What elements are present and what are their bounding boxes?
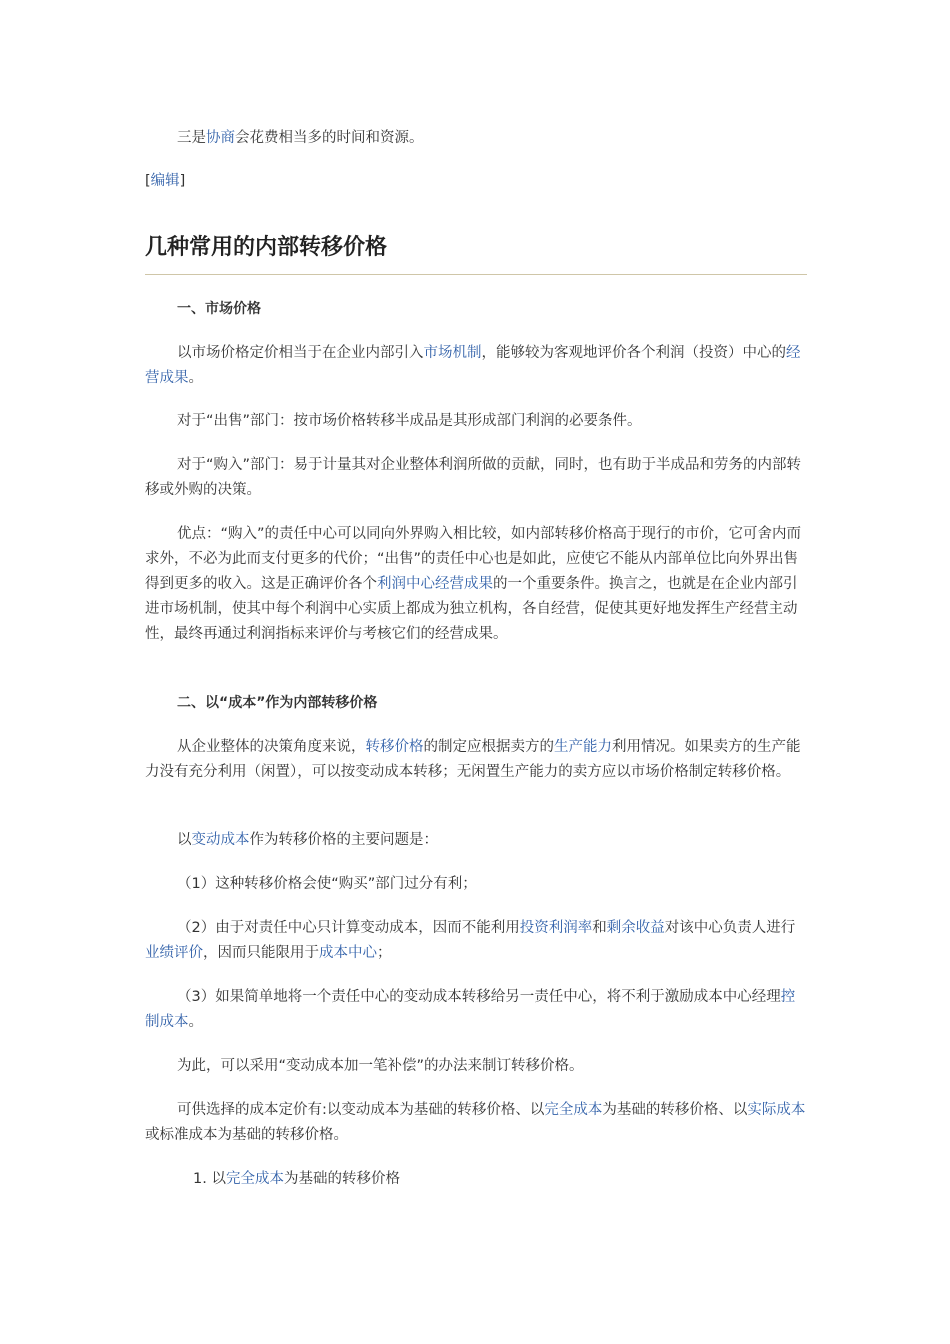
link-production-capacity[interactable]: 生产能力 bbox=[554, 739, 612, 755]
link-cost-center[interactable]: 成本中心 bbox=[319, 945, 377, 961]
paragraph-selling-dept: 对于“出售”部门：按市场价格转移半成品是其形成部门利润的必要条件。 bbox=[177, 413, 642, 429]
link-performance-evaluation[interactable]: 业绩评价 bbox=[145, 945, 203, 961]
paragraph-advantages: 优点：“购入”的责任中心可以同向外界购入相比较，如内部转移价格高于现行的市价，它可舍内而求外，不必为此而支付更多的代价；“出售”的责任中心也是如此，应使它不能从内部单位比向外界出售得到更多的收入。这是正确评价各个利润中心经营成果的一个重要条件。换言之，也就是在企业内部引进市场机制，使其中每个利润中心实质上都成为独立机构，各自经营，促使其更好地发挥生产经营主动性，最终再通过利润指标来评价与考核它们的经营成果。 bbox=[145, 526, 802, 642]
paragraph-compensation: 为此，可以采用“变动成本加一笔补偿”的办法来制订转移价格。 bbox=[177, 1058, 584, 1074]
link-full-cost[interactable]: 完全成本 bbox=[544, 1102, 603, 1118]
list-point-1: （1）这种转移价格会使“购买”部门过分有利； bbox=[177, 876, 477, 892]
edit-section-link: [编辑] bbox=[145, 173, 186, 189]
section-divider bbox=[145, 274, 807, 275]
paragraph-variable-cost-issue: 以变动成本作为转移价格的主要问题是： bbox=[177, 832, 438, 848]
item-number: 1. bbox=[193, 1171, 207, 1187]
paragraph-decision-view: 从企业整体的决策角度来说，转移价格的制定应根据卖方的生产能力利用情况。如果卖方的生产能力没有充分利用（闲置），可以按变动成本转移；无闲置生产能力的卖方应以市场价格制定转移价格。 bbox=[145, 739, 801, 780]
link-market-mechanism[interactable]: 市场机制 bbox=[423, 345, 482, 361]
link-operating-results[interactable]: 经营成果 bbox=[145, 345, 801, 386]
heading-market-price: 一、市场价格 bbox=[177, 301, 261, 317]
link-actual-cost[interactable]: 实际成本 bbox=[747, 1102, 806, 1118]
numbered-item-1: 1. 以完全成本为基础的转移价格 bbox=[193, 1171, 400, 1187]
link-transfer-price[interactable]: 转移价格 bbox=[365, 739, 424, 755]
list-point-3: （3）如果简单地将一个责任中心的变动成本转移给另一责任中心，将不利于激励成本中心经理控制成本。 bbox=[145, 989, 796, 1030]
link-variable-cost[interactable]: 变动成本 bbox=[191, 832, 250, 848]
link-residual-income[interactable]: 剩余收益 bbox=[606, 920, 665, 936]
paragraph-buying-dept: 对于“购入”部门：易于计量其对企业整体利润所做的贡献，同时，也有助于半成品和劳务的内部转移或外购的决策。 bbox=[145, 457, 802, 498]
edit-link[interactable]: 编辑 bbox=[150, 173, 180, 189]
link-negotiation[interactable]: 协商 bbox=[206, 130, 235, 146]
link-roi[interactable]: 投资利润率 bbox=[519, 920, 593, 936]
list-point-2: （2）由于对责任中心只计算变动成本，因而不能利用投资利润率和剩余收益对该中心负责人进行业绩评价，因而只能限用于成本中心； bbox=[145, 920, 796, 961]
link-full-cost-item[interactable]: 完全成本 bbox=[225, 1171, 284, 1187]
paragraph-cost-options: 可供选择的成本定价有:以变动成本为基础的转移价格、以完全成本为基础的转移价格、以实际成本或标准成本为基础的转移价格。 bbox=[145, 1102, 806, 1143]
paragraph-market-intro: 以市场价格定价相当于在企业内部引入市场机制，能够较为客观地评价各个利润（投资）中心的经营成果。 bbox=[145, 345, 801, 386]
section-title: 几种常用的内部转移价格 bbox=[145, 235, 388, 260]
link-profit-center-results[interactable]: 利润中心经营成果 bbox=[377, 576, 493, 592]
link-control-cost[interactable]: 控制成本 bbox=[145, 989, 796, 1030]
heading-cost-based: 二、以“成本”作为内部转移价格 bbox=[177, 695, 378, 711]
intro-paragraph: 三是协商会花费相当多的时间和资源。 bbox=[177, 130, 424, 146]
